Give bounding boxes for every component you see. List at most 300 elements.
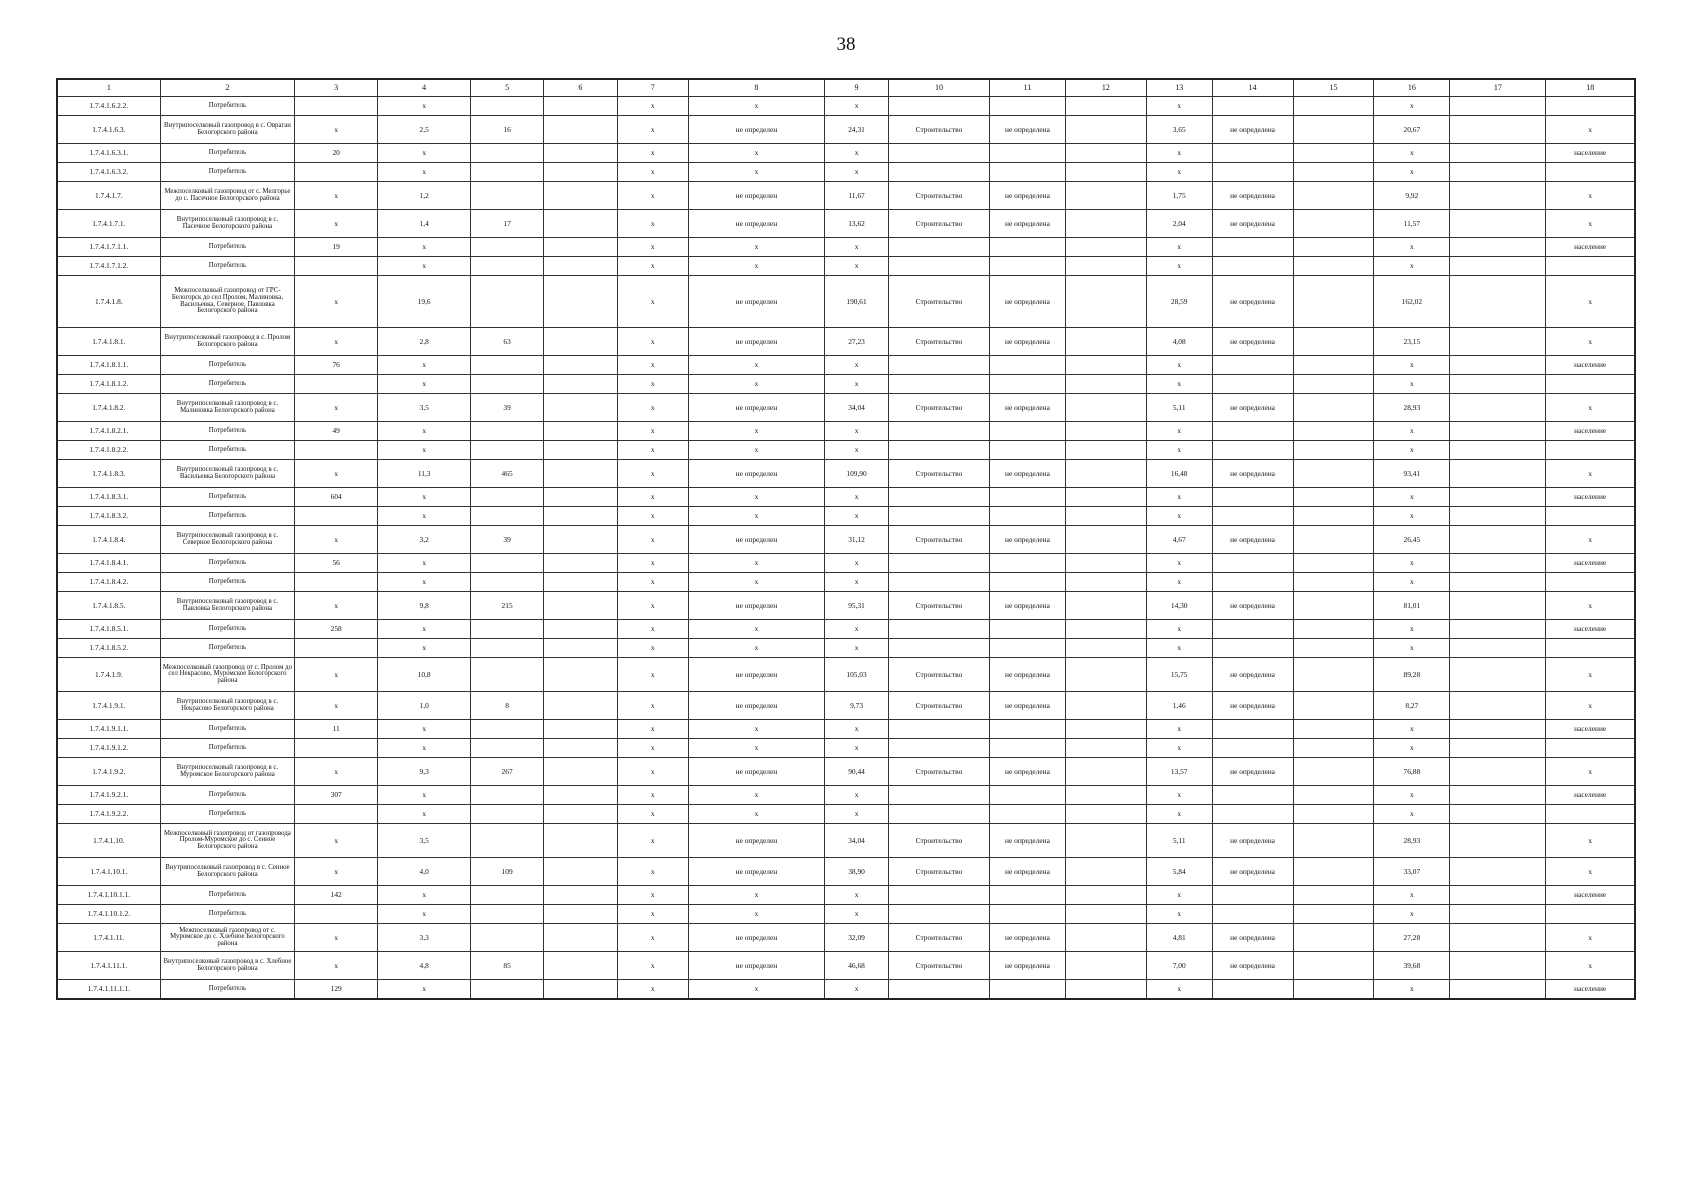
table-cell: 9,8 bbox=[378, 592, 471, 620]
table-cell: x bbox=[825, 620, 889, 639]
table-cell: 1.7.4.1.8.1. bbox=[57, 328, 160, 356]
table-cell bbox=[990, 739, 1066, 758]
table-cell bbox=[990, 886, 1066, 905]
column-header: 17 bbox=[1450, 79, 1546, 97]
table-cell bbox=[1212, 573, 1293, 592]
table-cell bbox=[544, 692, 618, 720]
table-cell bbox=[1212, 488, 1293, 507]
table-cell: x bbox=[688, 238, 825, 257]
table-cell: x bbox=[688, 805, 825, 824]
table-cell: x bbox=[378, 422, 471, 441]
table-cell: x bbox=[295, 460, 378, 488]
table-cell: 4,67 bbox=[1146, 526, 1212, 554]
table-cell: 11 bbox=[295, 720, 378, 739]
table-cell: 1.7.4.1.10.1.1. bbox=[57, 886, 160, 905]
table-cell: 1.7.4.1.7.1.1. bbox=[57, 238, 160, 257]
table-cell: x bbox=[1146, 639, 1212, 658]
column-header: 9 bbox=[825, 79, 889, 97]
table-cell: 13,62 bbox=[825, 210, 889, 238]
table-cell: x bbox=[1146, 980, 1212, 1000]
table-cell: Строительство bbox=[888, 328, 989, 356]
table-cell: Внутрипоселковый газопровод в с. Павловка Белогорского района bbox=[160, 592, 295, 620]
table-cell: x bbox=[378, 786, 471, 805]
table-cell bbox=[888, 573, 989, 592]
table-cell: x bbox=[825, 257, 889, 276]
table-cell: x bbox=[688, 980, 825, 1000]
table-cell: x bbox=[1546, 116, 1635, 144]
table-cell: x bbox=[617, 592, 688, 620]
table-cell: не определена bbox=[990, 328, 1066, 356]
table-cell: x bbox=[617, 356, 688, 375]
table-cell: x bbox=[825, 144, 889, 163]
table-cell bbox=[990, 422, 1066, 441]
table-cell bbox=[544, 144, 618, 163]
table-cell: x bbox=[1374, 238, 1450, 257]
table-cell bbox=[1212, 422, 1293, 441]
table-cell: x bbox=[378, 554, 471, 573]
table-cell: x bbox=[1374, 620, 1450, 639]
table-cell: Межпоселковый газопровод от с. Мелгорье до с. Пасечное Белогорского района bbox=[160, 182, 295, 210]
table-cell: x bbox=[378, 805, 471, 824]
table-cell: не определен bbox=[688, 758, 825, 786]
table-cell bbox=[1450, 328, 1546, 356]
table-cell: x bbox=[378, 163, 471, 182]
table-cell: не определена bbox=[1212, 952, 1293, 980]
table-cell: Потребитель bbox=[160, 739, 295, 758]
table-cell bbox=[295, 507, 378, 526]
table-cell bbox=[544, 460, 618, 488]
table-cell bbox=[1293, 639, 1374, 658]
table-cell: x bbox=[1546, 592, 1635, 620]
column-header: 8 bbox=[688, 79, 825, 97]
table-cell bbox=[1546, 739, 1635, 758]
table-cell: 15,75 bbox=[1146, 658, 1212, 692]
table-row bbox=[57, 720, 1635, 739]
table-cell: не определена bbox=[1212, 460, 1293, 488]
table-cell: x bbox=[617, 758, 688, 786]
table-cell bbox=[1450, 739, 1546, 758]
table-cell: x bbox=[825, 375, 889, 394]
table-cell: x bbox=[617, 805, 688, 824]
table-cell: не определена bbox=[990, 758, 1066, 786]
table-cell: не определена bbox=[1212, 858, 1293, 886]
table-cell bbox=[1065, 886, 1146, 905]
table-cell bbox=[1450, 257, 1546, 276]
table-cell: 1.7.4.1.9. bbox=[57, 658, 160, 692]
table-row bbox=[57, 886, 1635, 905]
table-cell: x bbox=[295, 276, 378, 328]
table-cell: 1.7.4.1.8.4.1. bbox=[57, 554, 160, 573]
table-row bbox=[57, 163, 1635, 182]
table-cell: x bbox=[617, 786, 688, 805]
table-cell bbox=[1065, 720, 1146, 739]
table-cell bbox=[295, 639, 378, 658]
table-cell: x bbox=[1146, 163, 1212, 182]
column-header: 2 bbox=[160, 79, 295, 97]
table-cell bbox=[1450, 824, 1546, 858]
table-cell: x bbox=[617, 163, 688, 182]
table-cell bbox=[1293, 658, 1374, 692]
table-cell: x bbox=[1374, 507, 1450, 526]
table-cell bbox=[1065, 980, 1146, 1000]
table-cell bbox=[471, 238, 544, 257]
table-cell: не определена bbox=[990, 460, 1066, 488]
table-cell bbox=[1293, 886, 1374, 905]
data-table-wrapper bbox=[56, 78, 1636, 1000]
table-cell: x bbox=[617, 886, 688, 905]
table-cell bbox=[1065, 639, 1146, 658]
table-cell bbox=[888, 375, 989, 394]
table-cell bbox=[544, 210, 618, 238]
table-cell bbox=[1546, 805, 1635, 824]
table-cell bbox=[1065, 210, 1146, 238]
table-cell: x bbox=[825, 422, 889, 441]
table-cell: 4,81 bbox=[1146, 924, 1212, 952]
table-cell bbox=[990, 257, 1066, 276]
table-cell: x bbox=[1146, 507, 1212, 526]
table-cell bbox=[471, 639, 544, 658]
table-cell: 1,46 bbox=[1146, 692, 1212, 720]
table-cell bbox=[1065, 554, 1146, 573]
table-cell: x bbox=[1374, 554, 1450, 573]
table-row bbox=[57, 739, 1635, 758]
table-cell bbox=[888, 441, 989, 460]
table-cell: x bbox=[1146, 739, 1212, 758]
table-cell bbox=[1065, 116, 1146, 144]
table-cell: 16 bbox=[471, 116, 544, 144]
table-cell: Межпоселковый газопровод от с. Пролом до сел Некрасово, Муромское Белогорского района bbox=[160, 658, 295, 692]
table-cell bbox=[1450, 952, 1546, 980]
table-cell: не определена bbox=[990, 394, 1066, 422]
column-header: 14 bbox=[1212, 79, 1293, 97]
table-cell bbox=[471, 720, 544, 739]
table-cell bbox=[544, 257, 618, 276]
table-cell: x bbox=[1146, 886, 1212, 905]
table-cell bbox=[990, 980, 1066, 1000]
table-cell: x bbox=[617, 858, 688, 886]
table-cell: x bbox=[617, 739, 688, 758]
table-row bbox=[57, 980, 1635, 1000]
table-cell: 2,04 bbox=[1146, 210, 1212, 238]
table-cell bbox=[888, 488, 989, 507]
table-cell bbox=[1450, 592, 1546, 620]
table-cell: x bbox=[295, 858, 378, 886]
table-cell bbox=[544, 554, 618, 573]
table-cell: 1.7.4.1.8.2.2. bbox=[57, 441, 160, 460]
table-cell: x bbox=[617, 658, 688, 692]
table-cell: 109 bbox=[471, 858, 544, 886]
table-cell: Потребитель bbox=[160, 573, 295, 592]
table-cell: не определена bbox=[1212, 394, 1293, 422]
table-cell: x bbox=[295, 210, 378, 238]
table-cell: Межпоселковый газопровод от ГРС-Белогорск до сел Пролом, Малиновка, Васильевка, Северное, Павловка Белогорского района bbox=[160, 276, 295, 328]
table-cell: x bbox=[378, 144, 471, 163]
table-cell: x bbox=[1374, 739, 1450, 758]
table-cell: население bbox=[1546, 238, 1635, 257]
table-cell bbox=[544, 441, 618, 460]
table-cell: 1.7.4.1.9.2. bbox=[57, 758, 160, 786]
table-cell: 105,03 bbox=[825, 658, 889, 692]
table-row bbox=[57, 144, 1635, 163]
table-cell: 34,04 bbox=[825, 824, 889, 858]
table-cell: x bbox=[378, 488, 471, 507]
table-cell bbox=[1546, 905, 1635, 924]
table-cell: x bbox=[1374, 720, 1450, 739]
table-cell: x bbox=[617, 422, 688, 441]
table-cell: x bbox=[295, 692, 378, 720]
table-cell bbox=[544, 924, 618, 952]
table-cell: 215 bbox=[471, 592, 544, 620]
table-cell: 24,31 bbox=[825, 116, 889, 144]
column-header: 6 bbox=[544, 79, 618, 97]
table-cell: x bbox=[825, 980, 889, 1000]
table-cell: x bbox=[688, 257, 825, 276]
table-cell: 4,0 bbox=[378, 858, 471, 886]
table-cell bbox=[1546, 573, 1635, 592]
table-cell bbox=[1450, 526, 1546, 554]
table-row bbox=[57, 805, 1635, 824]
table-cell: x bbox=[617, 905, 688, 924]
table-cell bbox=[888, 905, 989, 924]
table-cell: 3,3 bbox=[378, 924, 471, 952]
table-cell: x bbox=[617, 182, 688, 210]
table-cell: x bbox=[617, 276, 688, 328]
table-cell bbox=[1065, 375, 1146, 394]
table-cell: x bbox=[1146, 620, 1212, 639]
table-cell: x bbox=[1546, 210, 1635, 238]
table-cell: x bbox=[617, 144, 688, 163]
table-cell: 5,11 bbox=[1146, 394, 1212, 422]
table-cell: x bbox=[378, 620, 471, 639]
table-cell: Строительство bbox=[888, 952, 989, 980]
table-cell: не определена bbox=[990, 692, 1066, 720]
table-cell: Строительство bbox=[888, 460, 989, 488]
table-cell bbox=[295, 805, 378, 824]
table-cell: x bbox=[378, 507, 471, 526]
table-cell bbox=[471, 422, 544, 441]
table-cell: 1.7.4.1.8.3.2. bbox=[57, 507, 160, 526]
table-cell: Внутрипоселковый газопровод в с. Васильевка Белогорского района bbox=[160, 460, 295, 488]
table-cell bbox=[888, 144, 989, 163]
table-cell bbox=[1450, 144, 1546, 163]
table-cell: x bbox=[1146, 375, 1212, 394]
table-cell: 1.7.4.1.8.5. bbox=[57, 592, 160, 620]
table-cell: 1.7.4.1.10. bbox=[57, 824, 160, 858]
table-cell bbox=[888, 980, 989, 1000]
table-cell: 8,27 bbox=[1374, 692, 1450, 720]
table-row bbox=[57, 394, 1635, 422]
table-cell: x bbox=[617, 394, 688, 422]
table-cell: Внутрипоселковый газопровод в с. Пасечное Белогорского района bbox=[160, 210, 295, 238]
table-cell: x bbox=[295, 924, 378, 952]
table-cell: x bbox=[1146, 441, 1212, 460]
table-cell: не определена bbox=[990, 276, 1066, 328]
table-cell: Потребитель bbox=[160, 238, 295, 257]
table-cell bbox=[888, 257, 989, 276]
table-row bbox=[57, 488, 1635, 507]
table-cell bbox=[888, 805, 989, 824]
table-cell bbox=[544, 163, 618, 182]
table-cell: Потребитель bbox=[160, 786, 295, 805]
table-cell: 28,59 bbox=[1146, 276, 1212, 328]
table-cell: x bbox=[1146, 238, 1212, 257]
table-cell bbox=[990, 375, 1066, 394]
table-cell bbox=[1065, 356, 1146, 375]
table-cell: не определен bbox=[688, 692, 825, 720]
table-cell: не определен bbox=[688, 658, 825, 692]
table-cell bbox=[1450, 554, 1546, 573]
table-cell: 1.7.4.1.9.1. bbox=[57, 692, 160, 720]
table-cell: 4,8 bbox=[378, 952, 471, 980]
table-cell bbox=[1065, 758, 1146, 786]
table-cell: 32,09 bbox=[825, 924, 889, 952]
table-cell: x bbox=[1374, 786, 1450, 805]
table-cell bbox=[1065, 658, 1146, 692]
table-cell: 11,57 bbox=[1374, 210, 1450, 238]
table-cell bbox=[544, 488, 618, 507]
table-cell bbox=[888, 554, 989, 573]
table-cell: Внутрипоселковый газопровод в с. Малиновка Белогорского района bbox=[160, 394, 295, 422]
table-cell bbox=[990, 554, 1066, 573]
table-cell bbox=[544, 97, 618, 116]
table-cell: не определен bbox=[688, 276, 825, 328]
table-cell: население bbox=[1546, 886, 1635, 905]
table-row bbox=[57, 758, 1635, 786]
table-cell: x bbox=[1374, 639, 1450, 658]
table-cell: x bbox=[1546, 924, 1635, 952]
table-cell bbox=[1546, 163, 1635, 182]
table-cell bbox=[1293, 692, 1374, 720]
table-cell bbox=[295, 97, 378, 116]
table-cell bbox=[1212, 507, 1293, 526]
table-cell: не определен bbox=[688, 858, 825, 886]
table-cell bbox=[544, 886, 618, 905]
table-cell: x bbox=[295, 526, 378, 554]
table-cell: Потребитель bbox=[160, 639, 295, 658]
table-cell: x bbox=[1146, 720, 1212, 739]
table-cell: x bbox=[688, 422, 825, 441]
table-cell bbox=[888, 163, 989, 182]
table-cell bbox=[1293, 805, 1374, 824]
table-cell: x bbox=[1546, 758, 1635, 786]
table-cell: x bbox=[617, 257, 688, 276]
table-cell bbox=[1293, 758, 1374, 786]
table-cell bbox=[1293, 507, 1374, 526]
table-cell bbox=[1450, 805, 1546, 824]
table-row bbox=[57, 460, 1635, 488]
table-cell bbox=[544, 758, 618, 786]
table-cell: 3,5 bbox=[378, 824, 471, 858]
table-cell bbox=[471, 257, 544, 276]
table-cell: x bbox=[617, 526, 688, 554]
table-cell: Строительство bbox=[888, 116, 989, 144]
table-cell: 142 bbox=[295, 886, 378, 905]
table-cell bbox=[471, 507, 544, 526]
table-cell bbox=[1450, 441, 1546, 460]
column-header: 7 bbox=[617, 79, 688, 97]
table-cell bbox=[1293, 144, 1374, 163]
table-row bbox=[57, 858, 1635, 886]
table-cell bbox=[471, 886, 544, 905]
table-cell bbox=[295, 905, 378, 924]
table-cell: x bbox=[617, 328, 688, 356]
table-cell bbox=[544, 238, 618, 257]
table-cell bbox=[1293, 328, 1374, 356]
table-cell bbox=[471, 786, 544, 805]
column-header: 5 bbox=[471, 79, 544, 97]
table-row bbox=[57, 952, 1635, 980]
table-cell: население bbox=[1546, 980, 1635, 1000]
table-cell: 56 bbox=[295, 554, 378, 573]
table-header-row bbox=[57, 79, 1635, 97]
table-cell: Строительство bbox=[888, 526, 989, 554]
table-cell: население bbox=[1546, 620, 1635, 639]
table-cell bbox=[1293, 97, 1374, 116]
table-cell: 1.7.4.1.9.2.2. bbox=[57, 805, 160, 824]
table-cell: x bbox=[825, 739, 889, 758]
table-cell: не определена bbox=[1212, 692, 1293, 720]
table-cell: 33,07 bbox=[1374, 858, 1450, 886]
table-cell bbox=[471, 739, 544, 758]
table-cell: Потребитель bbox=[160, 507, 295, 526]
table-cell: 1.7.4.1.6.3.2. bbox=[57, 163, 160, 182]
table-cell bbox=[471, 658, 544, 692]
table-cell bbox=[1450, 394, 1546, 422]
table-cell bbox=[544, 720, 618, 739]
table-cell bbox=[1212, 554, 1293, 573]
table-row bbox=[57, 328, 1635, 356]
table-row bbox=[57, 116, 1635, 144]
table-cell bbox=[1065, 238, 1146, 257]
table-cell bbox=[544, 182, 618, 210]
table-cell: не определена bbox=[990, 116, 1066, 144]
table-cell bbox=[1065, 507, 1146, 526]
table-cell: x bbox=[825, 441, 889, 460]
table-row bbox=[57, 573, 1635, 592]
table-cell: 1.7.4.1.11. bbox=[57, 924, 160, 952]
table-cell: 7,00 bbox=[1146, 952, 1212, 980]
table-cell bbox=[1450, 858, 1546, 886]
table-row bbox=[57, 210, 1635, 238]
table-cell: 1,4 bbox=[378, 210, 471, 238]
table-cell: 3,5 bbox=[378, 394, 471, 422]
table-cell: x bbox=[378, 375, 471, 394]
table-cell: 1.7.4.1.8.1.1. bbox=[57, 356, 160, 375]
table-cell bbox=[1212, 805, 1293, 824]
table-cell: x bbox=[378, 573, 471, 592]
table-cell bbox=[1546, 441, 1635, 460]
table-cell bbox=[295, 163, 378, 182]
table-cell: Внутрипоселковый газопровод в с. Северное Белогорского района bbox=[160, 526, 295, 554]
table-row bbox=[57, 905, 1635, 924]
table-cell: 1.7.4.1.8.2.1. bbox=[57, 422, 160, 441]
table-cell: 190,61 bbox=[825, 276, 889, 328]
table-cell bbox=[471, 554, 544, 573]
table-cell: Межпоселковый газопровод от с. Муромское до с. Хлебное Белогорского района bbox=[160, 924, 295, 952]
table-cell bbox=[1212, 97, 1293, 116]
table-cell bbox=[1212, 786, 1293, 805]
table-cell bbox=[990, 786, 1066, 805]
table-cell: x bbox=[617, 238, 688, 257]
table-cell bbox=[544, 507, 618, 526]
page-number: 38 bbox=[836, 34, 856, 55]
table-cell: не определен bbox=[688, 460, 825, 488]
table-cell bbox=[1450, 692, 1546, 720]
table-cell: Потребитель bbox=[160, 422, 295, 441]
table-cell: Потребитель bbox=[160, 805, 295, 824]
table-cell: Строительство bbox=[888, 276, 989, 328]
table-cell: 258 bbox=[295, 620, 378, 639]
